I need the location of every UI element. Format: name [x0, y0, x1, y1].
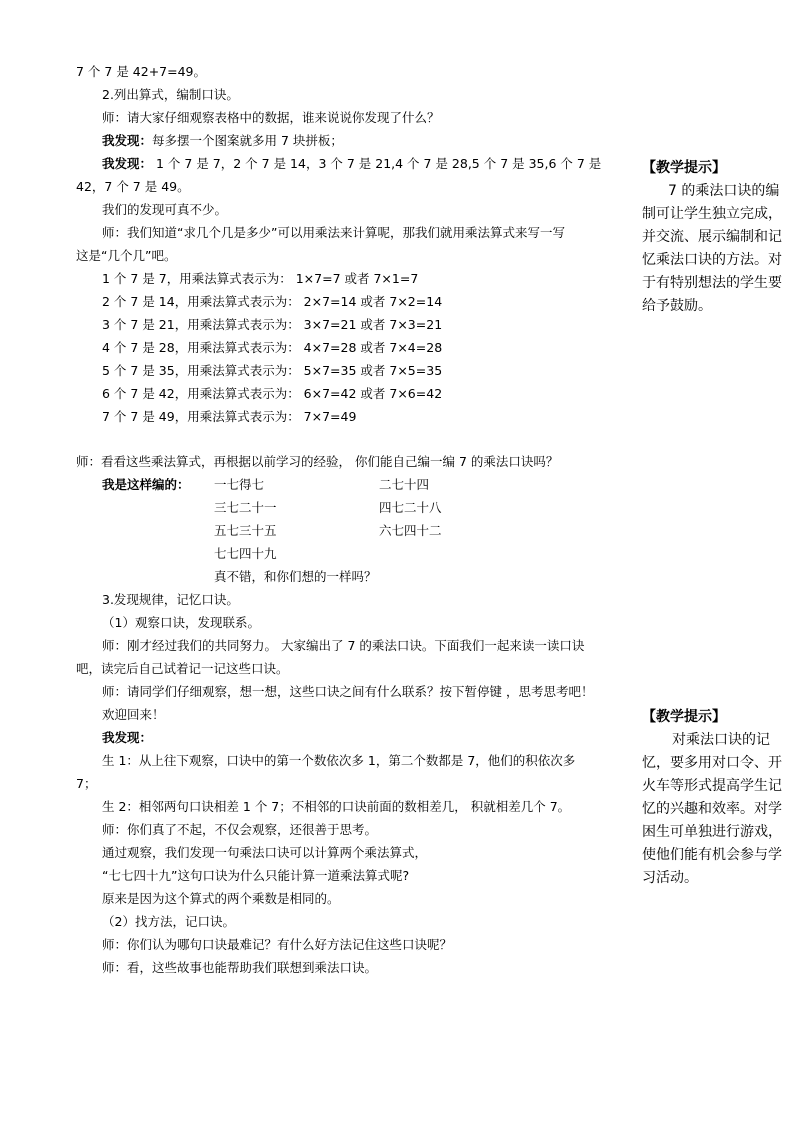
- teaching-tip-1: [642, 157, 790, 318]
- finding-label: 我发现：: [102, 133, 153, 148]
- text-line: 师：请大家仔细观察表格中的数据，谁来说说你发现了什么？: [102, 110, 440, 125]
- finding-line: [76, 152, 616, 175]
- text-line: 师：你们真了不起，不仅会观察，还很善于思考。: [102, 822, 378, 837]
- finding-text: 1 个 7 是 7，2 个 7 是 14，3 个 7 是 21,4 个 7 是 28,5 个 7 是 35,6 个 7 是: [152, 156, 602, 171]
- rhyme-row: [76, 542, 616, 565]
- rhyme-item: 六七四十二: [379, 523, 442, 538]
- tip-text: 对乘法口诀的记忆，要多用对口令、开火车等形式提高学生记忆的兴趣和效率。对学困生可单独进行游戏，使他们能有机会参与学习活动。: [642, 732, 782, 886]
- text-line: 7；: [76, 776, 97, 791]
- section-heading: 2.列出算式，编制口诀。: [102, 87, 239, 102]
- equation-line: 3 个 7 是 21，用乘法算式表示为： 3×7=21 或者 7×3=21: [102, 317, 443, 332]
- finding-label: 我发现：: [102, 156, 153, 171]
- text-line: 原来是因为这个算式的两个乘数是相同的。: [102, 891, 340, 906]
- text-line: 吧，读完后自己试着记一记这些口诀。: [76, 661, 289, 676]
- finding-label: 我发现：: [102, 730, 153, 745]
- finding-line: [76, 129, 616, 152]
- sub-heading: （2）找方法，记口诀。: [102, 914, 235, 929]
- section-heading: 3.发现规律，记忆口诀。: [102, 592, 239, 607]
- rhyme-item: 七七四十九: [214, 546, 277, 561]
- rhyme-item: 三七二十一: [214, 500, 277, 515]
- tip-heading: 【教学提示】: [642, 160, 726, 176]
- text-line: 42，7 个 7 是 49。: [76, 179, 190, 194]
- rhyme-item: 四七二十八: [379, 500, 442, 515]
- tip-text: 7 的乘法口诀的编制可让学生独立完成，并交流、展示编制和记忆乘法口诀的方法。对于有特别想法的学生要给予鼓励。: [642, 183, 782, 314]
- equation-line: 2 个 7 是 14，用乘法算式表示为： 2×7=14 或者 7×2=14: [102, 294, 443, 309]
- equation-line: 5 个 7 是 35，用乘法算式表示为： 5×7=35 或者 7×5=35: [102, 363, 443, 378]
- text-line: 师：你们认为哪句口诀最难记？有什么好方法记住这些口诀呢？: [102, 937, 453, 952]
- text-line: 通过观察，我们发现一句乘法口诀可以计算两个乘法算式，: [102, 845, 428, 860]
- text-line: 师：看，这些故事也能帮助我们联想到乘法口诀。: [102, 960, 378, 975]
- sub-heading: （1）观察口诀，发现联系。: [102, 615, 260, 630]
- equation-line: 1 个 7 是 7，用乘法算式表示为： 1×7=7 或者 7×1=7: [102, 271, 419, 286]
- teaching-tip-2: [642, 706, 790, 890]
- tip-heading: 【教学提示】: [642, 709, 726, 725]
- finding-text: 每多摆一个图案就多用 7 块拼板；: [152, 133, 343, 148]
- rhyme-row: [76, 565, 616, 588]
- equation-line: 7 个 7 是 49，用乘法算式表示为： 7×7=49: [102, 409, 357, 424]
- equation-line: 6 个 7 是 42，用乘法算式表示为： 6×7=42 或者 7×6=42: [102, 386, 443, 401]
- student-answer: 生 1：从上往下观察，口诀中的第一个数依次多 1，第二个数都是 7，他们的积依次多: [102, 753, 576, 768]
- rhyme-item: 二七十四: [379, 477, 430, 492]
- text-line: 这是“几个几”吧。: [76, 248, 177, 263]
- text-line: 我们的发现可真不少。: [102, 202, 228, 217]
- text-line: 真不错，和你们想的一样吗？: [214, 569, 377, 584]
- rhyme-row: [76, 473, 616, 496]
- text-line: 欢迎回来！: [102, 707, 165, 722]
- rhyme-row: [76, 519, 616, 542]
- rhyme-item: 五七三十五: [214, 523, 277, 538]
- lesson-body: [76, 60, 616, 979]
- text-line: “七七四十九”这句口诀为什么只能计算一道乘法算式呢?: [102, 868, 410, 883]
- text-line: 师：刚才经过我们的共同努力。 大家编出了 7 的乘法口诀。下面我们一起来读一读口诀: [102, 638, 585, 653]
- text-line: 7 个 7 是 42+7=49。: [76, 64, 207, 79]
- equation-line: 4 个 7 是 28，用乘法算式表示为： 4×7=28 或者 7×4=28: [102, 340, 443, 355]
- rhyme-row: [76, 496, 616, 519]
- text-line: 师：我们知道“求几个几是多少”可以用乘法来计算呢，那我们就用乘法算式来写一写: [102, 225, 565, 240]
- rhyme-label: 我是这样编的：: [102, 477, 190, 492]
- student-answer: 生 2：相邻两句口诀相差 1 个 7；不相邻的口诀前面的数相差几， 积就相差几个 7。: [102, 799, 571, 814]
- text-line: 师：看看这些乘法算式，再根据以前学习的经验， 你们能自己编一编 7 的乘法口诀吗？: [76, 454, 559, 469]
- text-line: 师：请同学们仔细观察，想一想，这些口诀之间有什么联系？按下暂停键 ，思考思考吧！: [102, 684, 594, 699]
- rhyme-item: 一七得七: [214, 477, 265, 492]
